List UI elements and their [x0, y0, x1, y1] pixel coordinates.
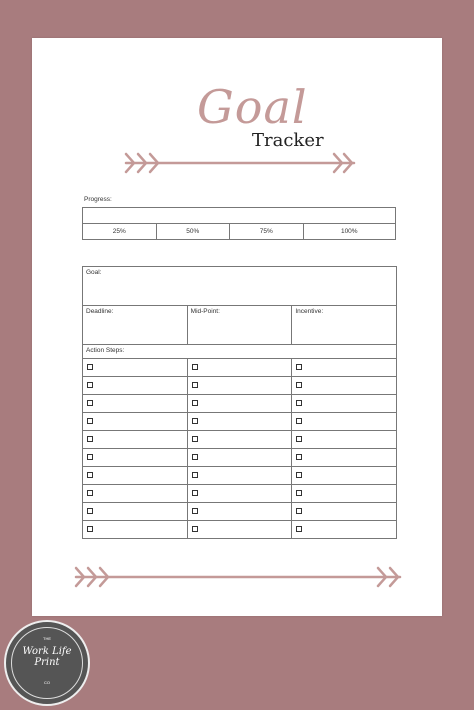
checkbox[interactable]: [87, 472, 93, 478]
action-rows: [83, 359, 397, 539]
action-step-cell: [187, 359, 292, 377]
checkbox[interactable]: [296, 490, 302, 496]
title-sub: Tracker: [252, 130, 324, 151]
checkbox[interactable]: [87, 490, 93, 496]
action-step-row: [83, 467, 397, 485]
action-step-row: [83, 503, 397, 521]
action-step-cell: [292, 485, 397, 503]
progress-mark-75: 75%: [230, 224, 304, 240]
checkbox[interactable]: [296, 472, 302, 478]
planner-sheet: [32, 38, 442, 616]
checkbox[interactable]: [87, 436, 93, 442]
deadline-cell: Deadline:: [83, 306, 188, 345]
progress-mark-100: 100%: [303, 224, 395, 240]
checkbox[interactable]: [192, 490, 198, 496]
action-step-cell: [83, 395, 188, 413]
action-step-cell: [83, 503, 188, 521]
checkbox[interactable]: [192, 508, 198, 514]
action-step-row: [83, 359, 397, 377]
action-step-cell: [292, 503, 397, 521]
checkbox[interactable]: [192, 472, 198, 478]
incentive-cell: Incentive:: [292, 306, 397, 345]
action-step-cell: [187, 413, 292, 431]
checkbox[interactable]: [87, 400, 93, 406]
action-step-row: [83, 377, 397, 395]
checkbox[interactable]: [192, 526, 198, 532]
action-step-cell: [292, 431, 397, 449]
checkbox[interactable]: [296, 400, 302, 406]
action-step-cell: [292, 395, 397, 413]
action-step-cell: [83, 449, 188, 467]
action-step-row: [83, 431, 397, 449]
action-step-cell: [187, 449, 292, 467]
action-step-cell: [187, 521, 292, 539]
action-step-cell: [83, 431, 188, 449]
brand-logo: [4, 620, 90, 706]
action-step-row: [83, 449, 397, 467]
checkbox[interactable]: [192, 364, 198, 370]
progress-mark-25: 25%: [83, 224, 157, 240]
checkbox[interactable]: [87, 454, 93, 460]
action-step-cell: [292, 413, 397, 431]
checkbox[interactable]: [192, 436, 198, 442]
action-step-cell: [187, 467, 292, 485]
logo-name-line2: Print: [34, 657, 60, 668]
action-step-cell: [187, 431, 292, 449]
action-step-cell: [292, 377, 397, 395]
checkbox[interactable]: [296, 436, 302, 442]
checkbox[interactable]: [87, 526, 93, 532]
checkbox[interactable]: [87, 382, 93, 388]
checkbox[interactable]: [192, 382, 198, 388]
title-script: Goal: [197, 80, 308, 134]
action-step-row: [83, 413, 397, 431]
goal-table: [82, 266, 397, 539]
action-step-cell: [187, 485, 292, 503]
checkbox[interactable]: [296, 364, 302, 370]
midpoint-cell: Mid-Point:: [187, 306, 292, 345]
logo-bottom: CO: [44, 680, 50, 685]
action-step-cell: [83, 521, 188, 539]
checkbox[interactable]: [296, 508, 302, 514]
action-step-cell: [292, 521, 397, 539]
checkbox[interactable]: [296, 382, 302, 388]
action-step-cell: [83, 377, 188, 395]
progress-mark-50: 50%: [156, 224, 230, 240]
action-step-row: [83, 521, 397, 539]
progress-table: [82, 207, 396, 240]
checkbox[interactable]: [87, 508, 93, 514]
action-step-cell: [83, 485, 188, 503]
checkbox[interactable]: [192, 454, 198, 460]
logo-top: THE: [43, 636, 51, 641]
logo-name: [6, 646, 88, 668]
action-step-cell: [187, 395, 292, 413]
action-step-cell: [83, 359, 188, 377]
checkbox[interactable]: [192, 418, 198, 424]
checkbox[interactable]: [87, 364, 93, 370]
bottom-arrow-icon: [72, 566, 404, 588]
checkbox[interactable]: [296, 526, 302, 532]
action-step-cell: [83, 413, 188, 431]
action-step-row: [83, 395, 397, 413]
checkbox[interactable]: [87, 418, 93, 424]
action-step-cell: [292, 467, 397, 485]
checkbox[interactable]: [296, 418, 302, 424]
progress-label: Progress:: [84, 196, 112, 203]
action-step-cell: [83, 467, 188, 485]
action-step-cell: [292, 359, 397, 377]
action-steps-cell: Action Steps:: [83, 345, 397, 359]
checkbox[interactable]: [192, 400, 198, 406]
action-step-row: [83, 485, 397, 503]
top-arrow-icon: [122, 152, 358, 174]
logo-name-line1: Work Life: [22, 646, 72, 657]
progress-bar-cell: [83, 208, 396, 224]
action-step-cell: [292, 449, 397, 467]
action-step-cell: [187, 377, 292, 395]
checkbox[interactable]: [296, 454, 302, 460]
goal-cell: Goal:: [83, 267, 397, 306]
action-step-cell: [187, 503, 292, 521]
